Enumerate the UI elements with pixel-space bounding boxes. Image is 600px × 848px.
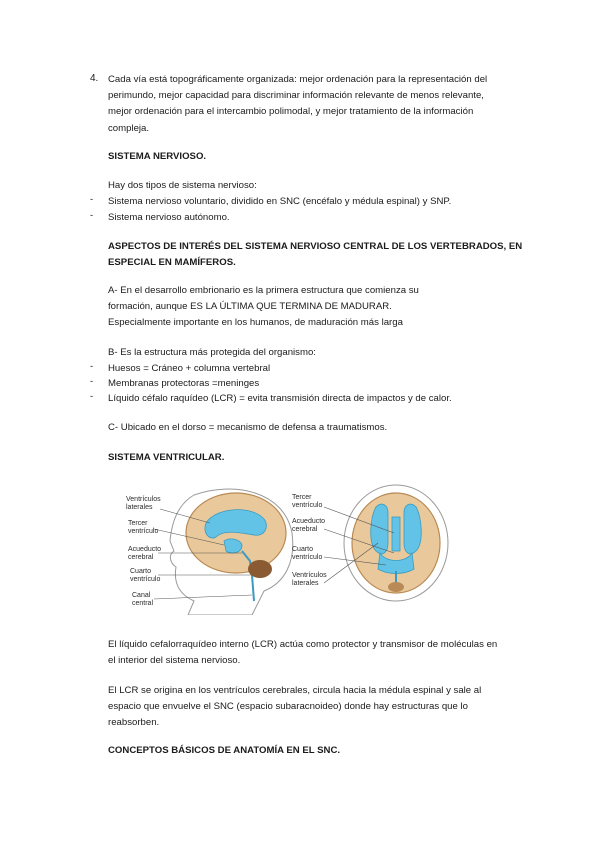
text-line: espacio que envuelve el SNC (espacio subaracnoideo) donde hay estructuras que lo: [108, 701, 468, 713]
section-heading: [108, 239, 528, 271]
bullet-dash: -: [90, 361, 94, 372]
brain-diagram: [124, 483, 464, 615]
bullet-dash: -: [90, 391, 94, 402]
heading-line: ASPECTOS DE INTERÉS DEL SISTEMA NERVIOSO CENTRAL DE LOS VERTEBRADOS, EN: [108, 241, 523, 252]
figure-label: Ventrículos: [292, 572, 327, 579]
text-line: formación, aunque ES LA ÚLTIMA QUE TERMINA DE MADURAR.: [108, 301, 392, 313]
figure-label: ventrículo: [292, 554, 323, 561]
bullet-dash: -: [90, 194, 94, 205]
lcr-paragraph-1: [108, 637, 528, 669]
bullet-item: Membranas protectoras =meninges: [108, 378, 260, 389]
third-ventricle: [224, 539, 242, 553]
figure-label: Acueducto: [292, 518, 326, 525]
item4-paragraph: [108, 72, 528, 137]
text-line: compleja.: [108, 122, 150, 134]
figure-label: Canal: [132, 592, 151, 599]
bullet-dash: -: [90, 210, 94, 221]
text-line: mejor ordenación para el intercambio polimodal, y mejor tratamiento de la información: [108, 106, 474, 118]
bullet-dash: -: [90, 376, 94, 387]
text-line: Especialmente importante en los humanos, de maduración más larga: [108, 317, 403, 329]
intro-text: Hay dos tipos de sistema nervioso:: [108, 180, 257, 191]
figure-label: ventrículo: [292, 502, 323, 509]
text-line: El LCR se origina en los ventrículos cerebrales, circula hacia la médula espinal y sale al: [108, 685, 482, 696]
frontal-view: [344, 485, 448, 601]
bullet-item: Líquido céfalo raquídeo (LCR) = evita transmisión directa de impactos y de calor.: [108, 393, 452, 404]
text-line: el interior del sistema nervioso.: [108, 655, 241, 667]
paragraph-b-intro: B- Es la estructura más protegida del organismo:: [108, 347, 316, 358]
section-heading: SISTEMA VENTRICULAR.: [108, 452, 225, 463]
ventricular-system-figure: [124, 483, 464, 615]
heading-line: ESPECIAL EN MAMÍFEROS.: [108, 257, 236, 269]
figure-label: ventrículo: [128, 528, 159, 535]
bullet-item: Huesos = Cráneo + columna vertebral: [108, 363, 271, 374]
list-number: 4.: [90, 73, 99, 84]
figure-label: cerebral: [292, 526, 318, 533]
figure-label: laterales: [126, 504, 153, 511]
figure-label: central: [132, 600, 154, 607]
section-heading: SISTEMA NERVIOSO.: [108, 151, 207, 162]
figure-label: Ventrículos: [126, 496, 161, 503]
section-heading: CONCEPTOS BÁSICOS DE ANATOMÍA EN EL SNC.: [108, 745, 341, 756]
text-line: reabsorben.: [108, 717, 160, 729]
figure-label: Cuarto: [292, 546, 314, 553]
figure-label: cerebral: [128, 554, 154, 561]
figure-label: Acueducto: [128, 546, 162, 553]
text-line: A- En el desarrollo embrionario es la primera estructura que comienza su: [108, 285, 419, 296]
text-line: perimundo, mejor capacidad para discriminar información relevante de menos relevante,: [108, 90, 484, 102]
text-line: Cada vía está topográficamente organizada: mejor ordenación para la representación del: [108, 74, 488, 85]
lcr-paragraph-2: [108, 683, 528, 732]
figure-label: Cuarto: [130, 568, 152, 575]
bullet-item: Sistema nervioso autónomo.: [108, 212, 230, 223]
figure-label: Tercer: [128, 520, 148, 527]
figure-label: Tercer: [292, 494, 312, 501]
figure-label: laterales: [292, 580, 319, 587]
bullet-item: Sistema nervioso voluntario, dividido en SNC (encéfalo y médula espinal) y SNP.: [108, 196, 452, 207]
paragraph-a: [108, 283, 528, 332]
text-line: El líquido cefalorraquídeo interno (LCR) actúa como protector y transmisor de moléculas en: [108, 639, 498, 650]
brain-shape: [186, 493, 286, 573]
paragraph-c: C- Ubicado en el dorso = mecanismo de defensa a traumatismos.: [108, 422, 388, 433]
figure-label: ventrículo: [130, 576, 161, 583]
